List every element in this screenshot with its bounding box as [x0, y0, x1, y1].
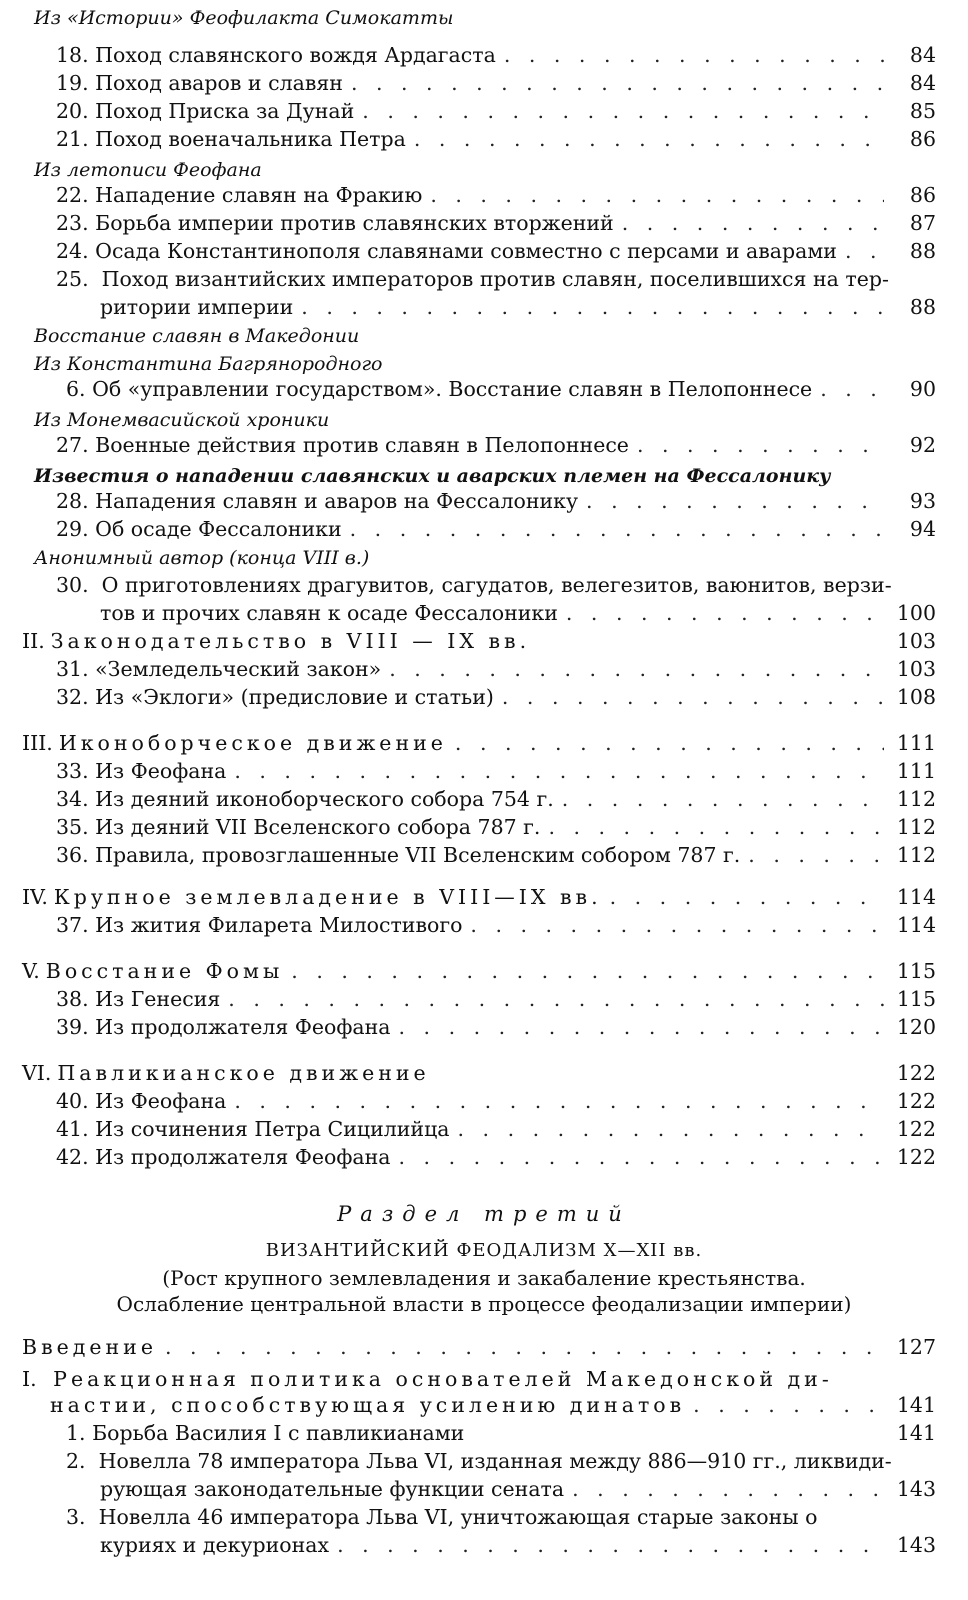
toc-chapter[interactable] — [22, 730, 936, 756]
entry-number: 3. — [66, 1505, 86, 1529]
leader-dots — [693, 1392, 884, 1418]
entry-title: Об «управлении государством». Восстание славян в Пелопоннесе — [92, 377, 813, 401]
page-number: 143 — [896, 1533, 936, 1557]
toc-entry-first-line[interactable] — [66, 1448, 892, 1474]
page-number: 84 — [909, 71, 936, 95]
toc-entry[interactable] — [56, 432, 936, 458]
page-number: 108 — [896, 685, 936, 709]
chapter-number: VI. — [22, 1061, 52, 1085]
chapter-title: Введение — [22, 1335, 157, 1359]
leader-dots — [389, 656, 884, 682]
entry-title: Из продолжателя Феофана — [95, 1015, 391, 1039]
leader-dots — [458, 1116, 885, 1142]
chapter-number: I. — [22, 1367, 37, 1391]
leader-dots — [351, 70, 884, 96]
entry-number: 21. — [56, 127, 89, 151]
entry-title: Поход военачальника Петра — [95, 127, 406, 151]
section-subheading: Из Монемвасийской хроники — [34, 409, 330, 431]
entry-title: Новелла 78 императора Льва VI, изданная между 886—910 гг., ликвиди- — [98, 1449, 892, 1473]
page-number: 112 — [896, 815, 936, 839]
toc-chapter-first-line[interactable] — [22, 1366, 833, 1392]
leader-dots — [399, 1014, 885, 1040]
toc-entry[interactable] — [66, 1420, 936, 1446]
page-number: 111 — [896, 759, 936, 783]
leader-dots — [845, 238, 884, 264]
page-number: 111 — [896, 731, 936, 755]
entry-title: Из Феофана — [95, 759, 227, 783]
page-number: 92 — [909, 433, 936, 457]
leader-dots — [399, 1144, 885, 1170]
entry-title: Новелла 46 императора Льва VI, уничтожающая старые законы о — [98, 1505, 818, 1529]
leader-dots — [586, 488, 884, 514]
page-number: 88 — [909, 295, 936, 319]
section-subheading: Из летописи Феофана — [34, 159, 262, 181]
entry-title: Из жития Филарета Милостивого — [95, 913, 463, 937]
entry-number: 33. — [56, 759, 89, 783]
entry-title: Нападения славян и аваров на Фессалонику — [95, 489, 579, 513]
toc-entry[interactable] — [56, 70, 936, 96]
chapter-title: Крупное землевладение в VIII—IX вв. — [53, 885, 602, 909]
entry-title: Поход аваров и славян — [95, 71, 343, 95]
toc-entry[interactable] — [56, 1116, 936, 1142]
toc-entry-continuation[interactable] — [100, 1532, 936, 1558]
page-number: 114 — [896, 885, 936, 909]
entry-number: 23. — [56, 211, 89, 235]
entry-title: Из деяний иконоборческого собора 754 г. — [95, 787, 554, 811]
toc-entry[interactable] — [56, 182, 936, 208]
leader-dots — [562, 786, 884, 812]
entry-number: 34. — [56, 787, 89, 811]
leader-dots — [350, 516, 884, 542]
leader-dots — [337, 1532, 884, 1558]
section-subheading: Анонимный автор (конца VIII в.) — [34, 547, 370, 569]
entry-number: 39. — [56, 1015, 89, 1039]
page-number: 122 — [896, 1117, 936, 1141]
toc-entry[interactable] — [56, 42, 936, 68]
entry-title: Из сочинения Петра Сицилийца — [95, 1117, 450, 1141]
toc-entry[interactable] — [56, 786, 936, 812]
chapter-title: Иконоборческое движение — [58, 731, 447, 755]
toc-entry[interactable] — [56, 986, 936, 1012]
page-number: 85 — [909, 99, 936, 123]
entry-title: Из Феофана — [95, 1089, 227, 1113]
entry-number: 31. — [56, 657, 89, 681]
entry-number: 28. — [56, 489, 89, 513]
entry-title-continuation: куриях и декурионах — [100, 1533, 330, 1557]
entry-title: Поход Приска за Дунай — [95, 99, 355, 123]
leader-dots — [228, 986, 884, 1012]
page-number: 114 — [896, 913, 936, 937]
entry-number: 18. — [56, 43, 89, 67]
entry-number: 32. — [56, 685, 89, 709]
chapter-title: Восстание Фомы — [45, 959, 284, 983]
page-number: 143 — [896, 1477, 936, 1501]
entry-number: 36. — [56, 843, 89, 867]
toc-entry[interactable] — [56, 516, 936, 542]
toc-entry[interactable] — [56, 758, 936, 784]
section-subheading: Из Константина Багрянородного — [34, 353, 383, 375]
entry-number: 24. — [56, 239, 89, 263]
page-number: 112 — [896, 843, 936, 867]
entry-title: Из деяний VII Вселенского собора 787 г. — [95, 815, 541, 839]
page-number: 120 — [896, 1015, 936, 1039]
section-subheading: Из «Истории» Феофилакта Симокатты — [34, 7, 454, 29]
page-number: 100 — [896, 601, 936, 625]
leader-dots — [430, 182, 884, 208]
chapter-title: Реакционная политика основателей Македонской ди- — [53, 1367, 833, 1391]
toc-entry-first-line[interactable] — [66, 1504, 817, 1530]
entry-number: 41. — [56, 1117, 89, 1141]
leader-dots — [748, 842, 884, 868]
toc-entry-continuation[interactable] — [100, 294, 936, 320]
entry-number: 25. — [56, 267, 89, 291]
toc-entry-continuation[interactable] — [100, 1476, 936, 1502]
chapter-title: Законодательство в VIII — IX вв. — [50, 629, 531, 653]
part-title: ВИЗАНТИЙСКИЙ ФЕОДАЛИЗМ X—XII вв. — [265, 1240, 703, 1261]
entry-title: Борьба империи против славянских вторжений — [95, 211, 614, 235]
leader-dots — [291, 958, 884, 984]
leader-dots — [504, 42, 884, 68]
entry-title: О приготовлениях драгувитов, сагудатов, велегезитов, ваюнитов, верзи- — [101, 573, 892, 597]
page-number: 112 — [896, 787, 936, 811]
entry-title: Борьба Василия I с павликианами — [92, 1421, 465, 1445]
page-number: 86 — [909, 183, 936, 207]
entry-number: 22. — [56, 183, 89, 207]
entry-number: 38. — [56, 987, 89, 1011]
page-number: 90 — [909, 377, 936, 401]
entry-number: 29. — [56, 517, 89, 541]
entry-title: Об осаде Фессалоники — [95, 517, 342, 541]
page-number: 122 — [896, 1145, 936, 1169]
toc-entry[interactable] — [56, 684, 936, 710]
page-number: 122 — [896, 1061, 936, 1085]
chapter-number: IV. — [22, 885, 48, 909]
page-number: 103 — [896, 657, 936, 681]
chapter-number: V. — [22, 959, 40, 983]
toc-entry[interactable] — [56, 1088, 936, 1114]
entry-title-continuation: рующая законодательные функции сената — [100, 1477, 565, 1501]
entry-number: 19. — [56, 71, 89, 95]
leader-dots — [502, 684, 884, 710]
toc-entry[interactable] — [56, 1014, 936, 1040]
leader-dots — [234, 758, 884, 784]
page-number: 86 — [909, 127, 936, 151]
entry-number: 6. — [66, 377, 86, 401]
leader-dots — [165, 1334, 884, 1360]
entry-number: 35. — [56, 815, 89, 839]
page-number: 88 — [909, 239, 936, 263]
entry-number: 37. — [56, 913, 89, 937]
leader-dots — [622, 210, 884, 236]
leader-dots — [548, 814, 884, 840]
toc-entry[interactable] — [56, 814, 936, 840]
part-heading: Раздел третий — [337, 1202, 631, 1226]
toc-entry[interactable] — [66, 376, 936, 402]
toc-entry[interactable] — [56, 1144, 936, 1170]
entry-number: 27. — [56, 433, 89, 457]
page-number: 115 — [896, 987, 936, 1011]
toc-entry[interactable] — [56, 488, 936, 514]
page-number: 93 — [909, 489, 936, 513]
entry-number: 30. — [56, 573, 89, 597]
entry-number: 42. — [56, 1145, 89, 1169]
page-number: 115 — [896, 959, 936, 983]
toc-chapter-continuation[interactable] — [50, 1392, 936, 1418]
section-subheading: Восстание славян в Македонии — [34, 325, 360, 347]
leader-dots — [455, 730, 884, 756]
chapter-title: Павликианское движение — [57, 1061, 430, 1085]
leader-dots — [301, 294, 884, 320]
chapter-title-continuation: настии, способствующая усилению динатов — [50, 1393, 686, 1417]
leader-dots — [566, 600, 884, 626]
toc-entry-continuation[interactable] — [100, 600, 936, 626]
entry-title: Из «Эклоги» (предисловие и статьи) — [95, 685, 494, 709]
entry-number: 40. — [56, 1089, 89, 1113]
chapter-number: III. — [22, 731, 53, 755]
leader-dots — [637, 432, 884, 458]
leader-dots — [610, 884, 884, 910]
toc-chapter[interactable] — [22, 1060, 936, 1086]
entry-title: «Земледельческий закон» — [95, 657, 382, 681]
page-number: 141 — [896, 1393, 936, 1417]
page-number: 84 — [909, 43, 936, 67]
toc-entry[interactable] — [56, 238, 936, 264]
part-subtitle: (Рост крупного землевладения и закабаление крестьянства. — [162, 1266, 806, 1290]
section-subheading: Известия о нападении славянских и аварских племен на Фессалонику — [34, 465, 831, 487]
toc-entry-first-line[interactable] — [56, 266, 889, 292]
page-number: 87 — [909, 211, 936, 235]
page-number: 103 — [896, 629, 936, 653]
toc-chapter[interactable] — [22, 958, 936, 984]
entry-title: Из Генесия — [95, 987, 221, 1011]
page-number: 141 — [896, 1421, 936, 1445]
page-number: 122 — [896, 1089, 936, 1113]
chapter-number: II. — [22, 629, 45, 653]
leader-dots — [234, 1088, 884, 1114]
entry-title: Поход византийских императоров против славян, поселившихся на тер- — [101, 267, 889, 291]
page-number: 94 — [909, 517, 936, 541]
entry-title: Нападение славян на Фракию — [95, 183, 423, 207]
toc-chapter[interactable] — [22, 628, 936, 654]
part-subtitle: Ослабление центральной власти в процессе феодализации империи) — [116, 1292, 852, 1316]
leader-dots — [362, 98, 884, 124]
leader-dots — [414, 126, 884, 152]
toc-chapter-intro[interactable] — [22, 1334, 936, 1360]
toc-entry[interactable] — [56, 210, 936, 236]
entry-number: 2. — [66, 1449, 86, 1473]
entry-number: 1. — [66, 1421, 86, 1445]
toc-entry[interactable] — [56, 126, 936, 152]
toc-entry[interactable] — [56, 98, 936, 124]
toc-entry[interactable] — [56, 912, 936, 938]
toc-entry[interactable] — [56, 656, 936, 682]
entry-title: Правила, провозглашенные VII Вселенским собором 787 г. — [95, 843, 741, 867]
toc-entry-first-line[interactable] — [56, 572, 892, 598]
page-number: 127 — [896, 1335, 936, 1359]
leader-dots — [820, 376, 884, 402]
leader-dots — [572, 1476, 884, 1502]
entry-title: Поход славянского вождя Ардагаста — [95, 43, 496, 67]
entry-title: Из продолжателя Феофана — [95, 1145, 391, 1169]
entry-title: Осада Константинополя славянами совместно с персами и аварами — [95, 239, 837, 263]
entry-title-continuation: тов и прочих славян к осаде Фессалоники — [100, 601, 558, 625]
entry-title-continuation: ритории империи — [100, 295, 294, 319]
entry-title: Военные действия против славян в Пелопоннесе — [95, 433, 629, 457]
entry-number: 20. — [56, 99, 89, 123]
toc-chapter[interactable] — [22, 884, 936, 910]
toc-entry[interactable] — [56, 842, 936, 868]
leader-dots — [470, 912, 884, 938]
